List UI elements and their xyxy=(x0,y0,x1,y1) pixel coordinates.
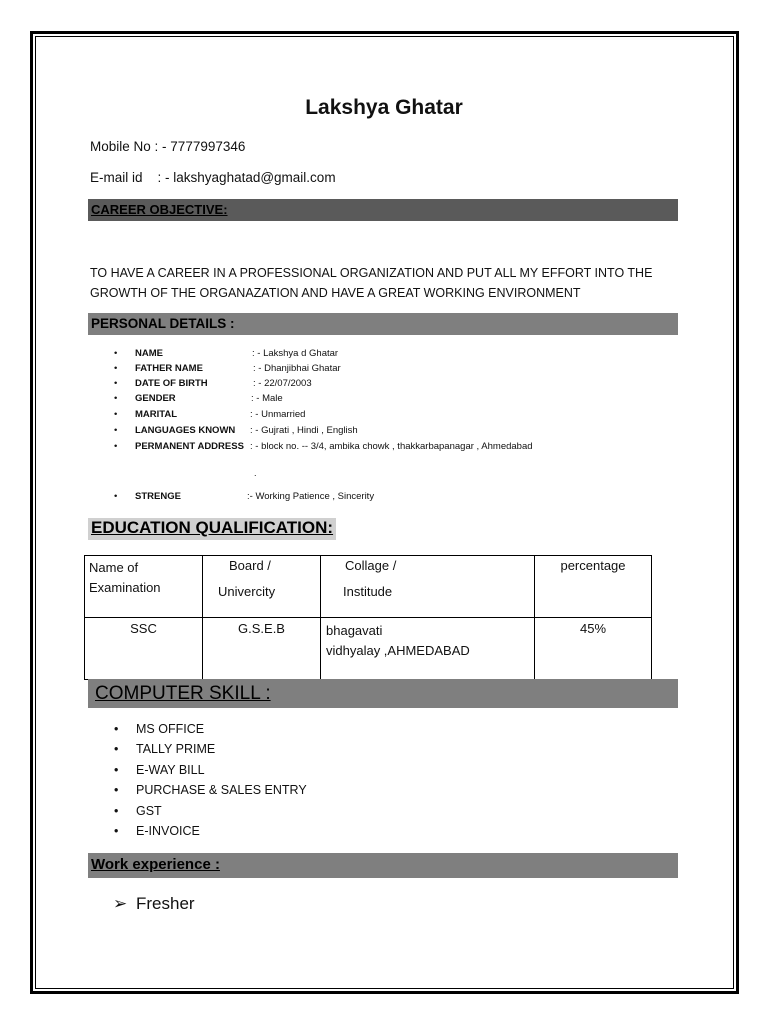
board-value: G.S.E.B xyxy=(238,621,285,636)
skill-label: E-INVOICE xyxy=(136,824,200,838)
cell-institute xyxy=(321,618,535,680)
cell-percentage xyxy=(535,618,652,680)
bullet-icon: • xyxy=(114,722,119,736)
detail-label: GENDER xyxy=(135,393,176,404)
detail-label: LANGUAGES KNOWN xyxy=(135,425,236,436)
detail-label: PERMANENT ADDRESS xyxy=(135,441,244,452)
stray-mark: . xyxy=(254,468,257,478)
bullet-icon: • xyxy=(114,742,119,756)
detail-value: : - Gujrati , Hindi , English xyxy=(250,425,358,436)
bullet-icon: • xyxy=(114,783,119,797)
detail-label: NAME xyxy=(135,348,163,359)
email-line xyxy=(90,170,336,185)
career-objective-text: TO HAVE A CAREER IN A PROFESSIONAL ORGANIZATION AND PUT ALL MY EFFORT INTO THE GROWTH OF THE ORGANAZATION AND HAVE A GREAT WORKING ENVIRONMENT xyxy=(90,266,653,300)
bullet-icon: • xyxy=(114,409,118,420)
exam-value: SSC xyxy=(130,621,157,636)
detail-value: : - block no. -- 3/4, ambika chowk , thakkarbapanagar , Ahmedabad xyxy=(250,441,533,452)
cell-board xyxy=(203,618,321,680)
table-row xyxy=(85,618,652,680)
skill-label: E-WAY BILL xyxy=(136,763,205,777)
detail-value: : - Dhanjibhai Ghatar xyxy=(253,363,341,374)
arrow-bullet-icon: ➢ xyxy=(113,894,128,913)
skill-label: GST xyxy=(136,804,162,818)
education-heading: EDUCATION QUALIFICATION: xyxy=(91,518,334,537)
skill-label: MS OFFICE xyxy=(136,722,205,736)
header-college: Collage / xyxy=(345,558,397,573)
strenge-label: STRENGE xyxy=(135,491,181,502)
bullet-icon: • xyxy=(114,763,119,777)
bullet-icon: • xyxy=(114,393,118,404)
bullet-icon: • xyxy=(114,441,118,452)
email-label: E-mail id : - xyxy=(90,170,170,185)
header-institute: Institude xyxy=(343,584,393,599)
institute-value xyxy=(321,618,534,661)
bullet-icon: • xyxy=(114,348,118,359)
bullet-icon: • xyxy=(114,491,118,502)
institute-line-1: bhagavati xyxy=(326,623,383,638)
cell-exam xyxy=(85,618,203,680)
detail-value: : - Lakshya d Ghatar xyxy=(252,348,339,359)
detail-value: : - 22/07/2003 xyxy=(253,378,312,389)
strenge-value: :- Working Patience , Sincerity xyxy=(247,491,375,502)
header-cell xyxy=(321,556,535,618)
table-header-row xyxy=(85,556,652,618)
header-cell xyxy=(203,556,321,618)
career-objective-heading: CAREER OBJECTIVE: xyxy=(91,202,228,217)
header-university: Univercity xyxy=(218,584,276,599)
header-percentage: percentage xyxy=(560,558,626,573)
detail-label: MARITAL xyxy=(135,409,178,420)
detail-value: : - Male xyxy=(251,393,283,404)
work-experience-item xyxy=(113,894,195,914)
email-address: lakshyaghatad@gmail.com xyxy=(173,170,336,185)
education-table xyxy=(84,555,652,680)
personal-details-heading: PERSONAL DETAILS : xyxy=(91,316,235,331)
bullet-icon: • xyxy=(114,378,118,389)
bullet-icon: • xyxy=(114,425,118,436)
bullet-icon: • xyxy=(114,824,119,838)
header-cell xyxy=(535,556,652,618)
detail-label: FATHER NAME xyxy=(135,363,203,374)
header-board: Board / xyxy=(229,558,271,573)
skill-label: PURCHASE & SALES ENTRY xyxy=(136,783,307,797)
header-exam: Name of Examination xyxy=(89,560,161,595)
work-experience-heading: Work experience : xyxy=(91,856,220,873)
computer-skill-heading: COMPUTER SKILL : xyxy=(95,683,271,704)
bullet-icon: • xyxy=(114,363,118,374)
work-experience-text: Fresher xyxy=(135,894,195,913)
skill-label: TALLY PRIME xyxy=(136,742,216,756)
header-cell xyxy=(85,556,203,618)
mobile-label: Mobile No : - xyxy=(90,139,167,154)
bullet-icon: • xyxy=(114,804,119,818)
detail-value: : - Unmarried xyxy=(250,409,306,420)
mobile-number: 7777997346 xyxy=(170,139,246,154)
detail-label: DATE OF BIRTH xyxy=(135,378,208,389)
institute-line-2: vidhyalay ,AHMEDABAD xyxy=(326,643,470,658)
mobile-line xyxy=(90,139,245,154)
resume-name: Lakshya Ghatar xyxy=(305,96,463,119)
percentage-value: 45% xyxy=(579,621,607,636)
